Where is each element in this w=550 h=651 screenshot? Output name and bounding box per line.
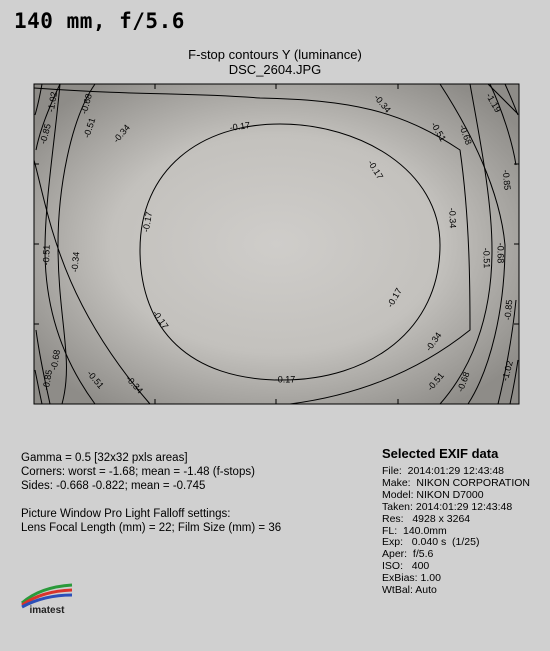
contour-label: -0.51: [481, 247, 492, 269]
exif-row: Exp: 0.040 s (1/25): [382, 536, 480, 549]
contour-label: -1.02: [45, 90, 60, 113]
corners-line: Corners: worst = -1.68; mean = -1.48 (f-stops): [21, 466, 255, 478]
plot-area: [34, 84, 519, 404]
chart-title: F-stop contours Y (luminance): [188, 47, 362, 62]
contour-label: -0.85: [502, 299, 515, 321]
contour-label: -0.85: [500, 169, 513, 191]
gamma-line: Gamma = 0.5 [32x32 pxls areas]: [21, 452, 188, 464]
contour-label: -0.34: [111, 122, 132, 145]
exif-row: Res: 4928 x 3264: [382, 512, 471, 525]
contour-label: -0.34: [69, 251, 82, 273]
exif-row: ExBias: 1.00: [382, 572, 441, 585]
contour-label: -0.17: [150, 308, 171, 331]
contour-label: -0.68: [455, 370, 472, 394]
contour-label: -0.34: [372, 92, 393, 115]
contour-label: -0.17: [384, 286, 404, 310]
exif-row: File: 2014:01:29 12:43:48: [382, 465, 505, 477]
contour-label: -0.51: [85, 368, 106, 391]
contour-label: -0.17: [274, 374, 296, 385]
contour-label: -0.85: [40, 368, 55, 391]
contour-label: -0.68: [457, 123, 474, 147]
pwp-settings-line: Picture Window Pro Light Falloff settings:: [21, 508, 231, 520]
exif-list: [382, 466, 530, 597]
contour-label: -0.85: [37, 122, 53, 146]
contour-label: -0.34: [447, 207, 458, 229]
contour-label: -0.51: [425, 370, 446, 393]
sides-line: Sides: -0.668 -0.822; mean = -0.745: [21, 480, 206, 492]
contour-label: -0.51: [81, 116, 98, 140]
contour-label: -0.68: [495, 242, 506, 264]
contour-label: -0.17: [229, 120, 251, 133]
contour-label: -0.17: [140, 210, 155, 233]
contour-label: -0.68: [78, 92, 94, 116]
exif-title: Selected EXIF data: [382, 446, 499, 461]
chart-subtitle: DSC_2604.JPG: [228, 62, 322, 77]
lens-settings-line: Lens Focal Length (mm) = 22; Film Size (mm) = 36: [21, 522, 282, 534]
contour-label: -1.02: [499, 359, 515, 383]
contour-label: -0.51: [41, 244, 52, 266]
exif-row: WtBal: Auto: [382, 584, 437, 597]
exif-row: Aper: f/5.6: [382, 548, 434, 561]
exif-row: FL: 140.0mm: [382, 524, 447, 537]
exif-row: Taken: 2014:01:29 12:43:48: [382, 500, 513, 513]
contour-label: -0.51: [429, 120, 449, 144]
contour-label: -0.34: [123, 373, 146, 396]
contour-label: -1.19: [484, 91, 504, 115]
exif-row: Make: NIKON CORPORATION: [382, 476, 530, 489]
contour-label: -0.17: [365, 158, 386, 182]
contour-label: -0.34: [423, 330, 444, 353]
exif-row: ISO: 400: [382, 560, 430, 573]
exif-row: Model: NIKON D7000: [382, 488, 484, 501]
contour-label: -0.68: [48, 348, 63, 371]
imatest-logo-text: imatest: [29, 605, 65, 616]
page-heading: 140 mm, f/5.6: [14, 9, 185, 33]
